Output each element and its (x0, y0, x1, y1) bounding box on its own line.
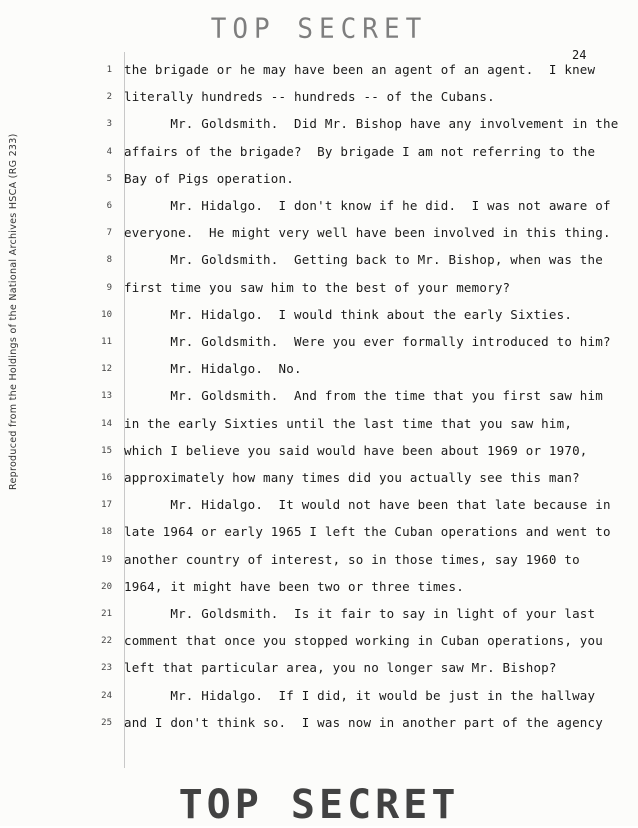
transcript-line: approximately how many times did you actually see this man? (124, 470, 580, 485)
transcript-line: another country of interest, so in those times, say 1960 to (124, 551, 580, 567)
line-number: 2 (106, 92, 112, 103)
line-number: 6 (106, 201, 112, 211)
transcript-line: Mr. Goldsmith. Were you ever formally introduced to him? (124, 334, 611, 349)
line-number: 13 (101, 391, 112, 402)
line-number: 4 (106, 146, 112, 157)
line-number: 23 (101, 663, 112, 674)
line-number: 7 (106, 228, 112, 239)
transcript-line: the brigade or he may have been an agent of an agent. I knew (124, 62, 596, 77)
transcript-line: affairs of the brigade? By brigade I am not referring to the (124, 143, 596, 159)
top-secret-stamp-footer: TOP SECRET (178, 782, 460, 828)
line-number: 18 (101, 527, 112, 538)
transcript-line: Mr. Hidalgo. It would not have been that late because in (124, 497, 611, 513)
transcript-line: literally hundreds -- hundreds -- of the Cubans. (124, 89, 495, 105)
line-number: 25 (101, 717, 112, 728)
transcript-line: everyone. He might very well have been involved in this thing. (124, 225, 611, 241)
line-number: 21 (101, 609, 112, 619)
line-number: 11 (101, 337, 112, 347)
line-number: 3 (106, 119, 112, 130)
line-number: 14 (101, 418, 112, 429)
top-secret-stamp-header: TOP SECRET (210, 13, 428, 45)
line-number: 19 (101, 554, 112, 565)
line-number: 16 (101, 473, 112, 483)
transcript-line: which I believe you said would have been about 1969 or 1970, (124, 442, 588, 458)
line-number: 5 (106, 173, 112, 184)
transcript-line: Mr. Goldsmith. Getting back to Mr. Bishop, when was the (124, 252, 603, 268)
line-number: 15 (101, 445, 112, 456)
transcript-line: 1964, it might have been two or three times. (124, 578, 464, 594)
transcript-line: late 1964 or early 1965 I left the Cuban operations and went to (124, 524, 611, 540)
line-number: 17 (101, 500, 112, 511)
line-number: 10 (101, 309, 112, 320)
transcript-line: Mr. Hidalgo. No. (124, 361, 302, 377)
line-number: 20 (101, 581, 112, 592)
transcript-line: left that particular area, you no longer saw Mr. Bishop? (124, 660, 557, 676)
line-number: 9 (106, 282, 112, 293)
page-number: 24 (572, 48, 587, 62)
line-number: 22 (101, 636, 112, 647)
transcript-line: Mr. Goldsmith. Is it fair to say in light of your last (124, 606, 596, 621)
archive-reproduction-note: Reproduced from the Holdings of the National Archives HSCA (RG 233) (8, 133, 19, 490)
line-number: 8 (106, 255, 112, 266)
transcript-line: Mr. Hidalgo. I don't know if he did. I was not aware of (124, 198, 611, 213)
line-number: 12 (101, 364, 112, 375)
transcript-line: Mr. Hidalgo. I would think about the early Sixties. (124, 306, 573, 322)
line-number: 24 (101, 690, 112, 701)
transcript-line: and I don't think so. I was now in another part of the agency (124, 714, 603, 730)
transcript-line: Mr. Goldsmith. And from the time that you first saw him (124, 388, 603, 404)
transcript-line: in the early Sixties until the last time that you saw him, (124, 415, 573, 431)
transcript-line: Mr. Hidalgo. If I did, it would be just in the hallway (124, 687, 596, 703)
transcript-line: first time you saw him to the best of your memory? (124, 279, 511, 295)
line-number: 1 (106, 65, 112, 75)
transcript-line: comment that once you stopped working in Cuban operations, you (124, 633, 603, 649)
transcript-line: Mr. Goldsmith. Did Mr. Bishop have any involvement in the (124, 116, 619, 132)
transcript-line: Bay of Pigs operation. (124, 170, 294, 186)
